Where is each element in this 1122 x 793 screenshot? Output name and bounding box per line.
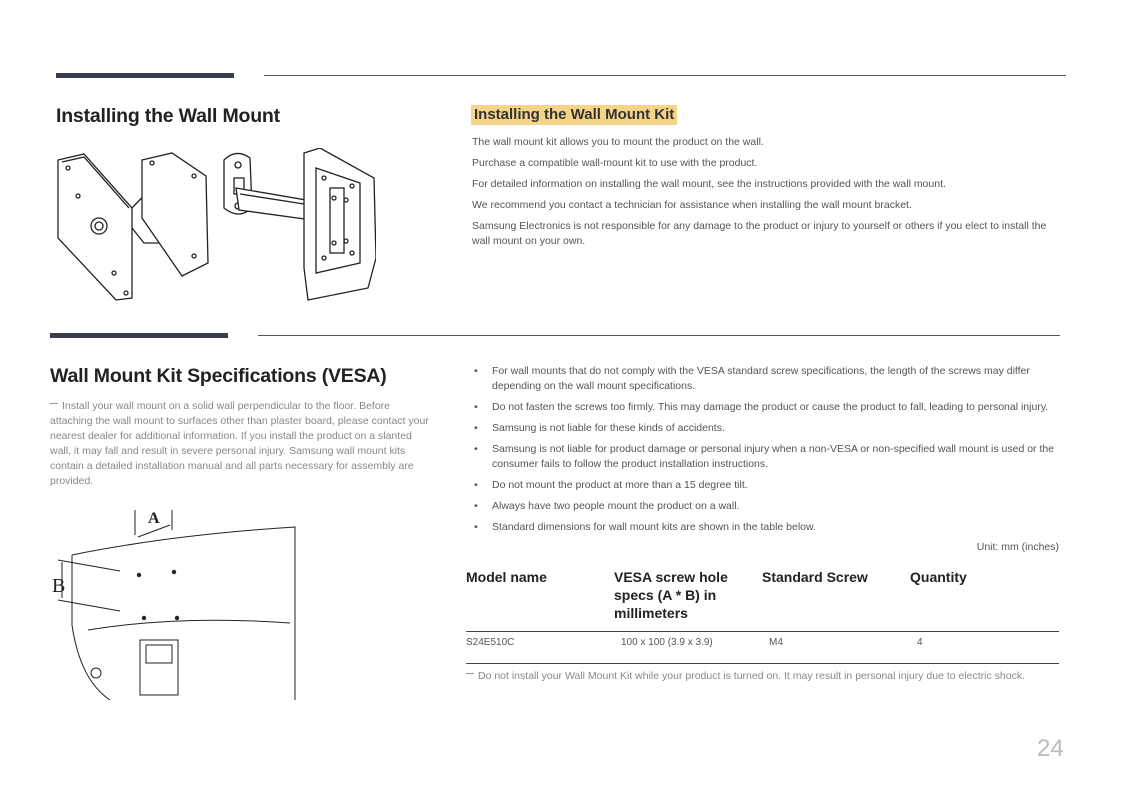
table-header: Quantity [910, 569, 967, 585]
list-item: • Always have two people mount the product on a wall. [474, 500, 740, 512]
paragraph: For detailed information on installing the wall mount, see the instructions provided with the wall mount. [472, 178, 946, 190]
list-item: • Do not mount the product at more than a 15 degree tilt. [474, 479, 748, 491]
precautions-list [472, 364, 1062, 541]
footnote [466, 669, 1066, 684]
paragraph: Purchase a compatible wall-mount kit to use with the product. [472, 157, 758, 169]
table-bottom-rule [466, 663, 1059, 664]
vesa-diagram [50, 505, 300, 700]
section2-rule [258, 335, 1060, 336]
note-text: Install your wall mount on a solid wall perpendicular to the floor. Before attaching the wall mount to surfaces other than plaster board, please contact your nearest dealer for additional information. If you install the product on a slanted wall, it may fall and result in severe personal injury. Samsung wall mount kits contain a detailed installation manual and all parts necessary for assembly are provided. [50, 400, 429, 487]
table-cell: 100 x 100 (3.9 x 3.9) [621, 637, 713, 648]
paragraph: Samsung Electronics is not responsible for any damage to the product or injury to yourself or others if you elect to install the wall mount on your own. [472, 220, 1047, 247]
list-item: • Standard dimensions for wall mount kits are shown in the table below. [474, 521, 816, 533]
footnote-text: Do not install your Wall Mount Kit while your product is turned on. It may result in personal injury due to electric shock. [478, 670, 1026, 682]
section2-accent-bar [50, 333, 228, 338]
wall-mount-illustration [54, 148, 376, 303]
page-number: 24 [1037, 735, 1064, 762]
table-divider [466, 631, 1059, 632]
dimension-label-a: A [148, 510, 160, 527]
list-item: • Do not fasten the screws too firmly. This may damage the product or cause the product to fall, leading to personal injury. [474, 401, 1049, 413]
section2-title: Wall Mount Kit Specifications (VESA) [50, 365, 387, 387]
table-cell: M4 [769, 637, 783, 648]
paragraph: We recommend you contact a technician for assistance when installing the wall mount bracket. [472, 199, 912, 211]
list-item: • Samsung is not liable for these kinds of accidents. [474, 422, 725, 434]
section1-rule [264, 75, 1066, 76]
table-cell: S24E510C [466, 637, 515, 648]
section1-title: Installing the Wall Mount [56, 105, 280, 127]
table-header: Model name [466, 569, 547, 585]
table-header: VESA screw hole specs (A * B) in millimeters [614, 569, 728, 621]
wall-mount-kit-text [472, 135, 1062, 249]
note-dash-icon [50, 403, 58, 404]
dimension-label-b: B [52, 575, 66, 597]
section1-accent-bar [56, 73, 234, 78]
wall-mount-kit-heading: Installing the Wall Mount Kit [471, 105, 677, 125]
list-item: • Samsung is not liable for product damage or personal injury when a non-VESA or non-specified wall mount is used or the consumer fails to follow the product installation instructions. [474, 443, 1055, 470]
wall-mount-note [50, 399, 430, 489]
list-item: • For wall mounts that do not comply with the VESA standard screw specifications, the length of the screws may differ depending on the wall mount specifications. [474, 365, 1030, 392]
note-dash-icon [466, 673, 474, 674]
unit-label: Unit: mm (inches) [976, 541, 1059, 553]
paragraph: The wall mount kit allows you to mount the product on the wall. [472, 136, 764, 148]
table-cell: 4 [917, 637, 923, 648]
table-header: Standard Screw [762, 569, 868, 585]
